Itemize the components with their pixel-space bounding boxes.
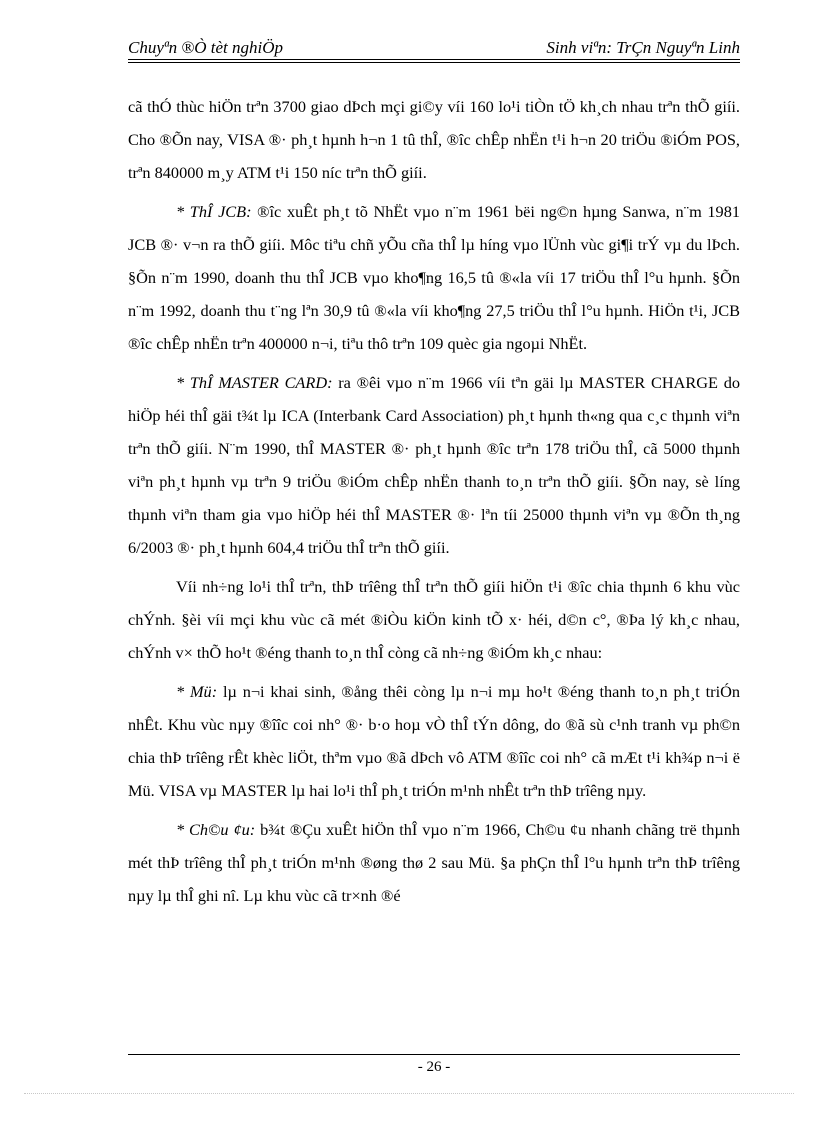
- paragraph-label: * Mü:: [176, 682, 218, 701]
- footer-rule: [128, 1054, 740, 1055]
- header-student-name: Sinh viªn: TrÇn Nguyªn Linh: [546, 38, 740, 57]
- paragraph-text: lµ n¬i khai sinh, ®ång thêi còng lµ n¬i mµ ho¹t ®éng thanh to¸n ph¸t triÓn nhÊt. Khu vùc nµy ®îîc coi nh° ®· b·o hoµ vÒ thÎ tÝn dông, do ®ã sù c¹nh tranh vµ ph©n chia thÞ trîêng rÊt khèc liÖt, thªm vµo ®ã dÞch vô ATM ®îîc coi nh° cã mÆt t¹i kh¾p n¬i ë Mü. VISA vµ MASTER lµ hai lo¹i thÎ ph¸t triÓn m¹nh nhÊt trªn thÞ trîêng nµy.: [128, 682, 740, 800]
- page-number: - 26 -: [417, 1059, 451, 1075]
- paragraph-text: ®îc xuÊt ph¸t tõ NhËt vµo n¨m 1961 bëi ng©n hµng Sanwa, n¨m 1981 JCB ®· v¬n ra thÕ giíi. Môc tiªu chñ yÕu cña thÎ lµ híng vµo lÜnh vùc gi¶i trÝ vµ du lÞch. §Õn n¨m 1990, doanh thu thÎ JCB vµo kho¶ng 16,5 tû ®«la víi 17 triÖu thÎ l°u hµnh. §Õn n¨m 1992, doanh thu t¨ng lªn 30,9 tû ®«la víi kho¶ng 27,5 triÖu thÎ l°u hµnh. HiÖn t¹i, JCB ®îc chÊp nhËn trªn 400000 n¬i, tiªu thô trªn 109 quèc gia ngoµi NhËt.: [128, 202, 740, 353]
- paragraph-label: * ThÎ MASTER CARD:: [176, 373, 333, 392]
- paragraph-text: Víi nh÷ng lo¹i thÎ trªn, thÞ trîêng thÎ trªn thÕ giíi hiÖn t¹i ®îc chia thµnh 6 khu vùc chÝnh. §èi víi mçi khu vùc cã mét ®iÒu kiÖn kinh tÕ x· héi, d©n c°, ®Þa lý kh¸c nhau, chÝnh v× thÕ ho¹t ®éng thanh to¸n thÎ còng cã nh÷ng ®iÓm kh¸c nhau:: [128, 577, 740, 662]
- paragraph-market-regions: [128, 570, 740, 669]
- body-text: [128, 90, 740, 912]
- paragraph-label: * ThÎ JCB:: [176, 202, 252, 221]
- paragraph-europe: [128, 813, 740, 912]
- paragraph-label: * Ch©u ¢u:: [176, 820, 256, 839]
- paragraph-jcb-card: [128, 195, 740, 360]
- header-rule-top: [128, 59, 740, 60]
- paragraph-visa-continuation: [128, 90, 740, 189]
- header-rule-bottom: [128, 62, 740, 63]
- paragraph-master-card: [128, 366, 740, 564]
- page-header: [128, 36, 740, 60]
- paragraph-text: ra ®êi vµo n¨m 1966 víi tªn gäi lµ MASTER CHARGE do hiÖp héi thÎ gäi t¾t lµ ICA (Interbank Card Association) ph¸t hµnh th«ng qua c¸c thµnh viªn trªn thÕ giíi. N¨m 1990, thÎ MASTER ®· ph¸t hµnh ®îc trªn 178 triÖu thÎ, cã 5000 thµnh viªn ph¸t hµnh vµ trªn 9 triÖu ®iÓm chÊp nhËn thanh to¸n trªn thÕ giíi. §Õn nay, sè líng thµnh viªn tham gia vµo hiÖp héi thÎ MASTER ®· lªn tíi 25000 thµnh viªn vµ ®Õn th¸ng 6/2003 ®· ph¸t hµnh 604,4 triÖu thÎ trªn thÕ giíi.: [128, 373, 740, 557]
- page-bottom-edge: [24, 1093, 794, 1094]
- paragraph-usa: [128, 675, 740, 807]
- paragraph-text: b¾t ®Çu xuÊt hiÖn thÎ vµo n¨m 1966, Ch©u ¢u nhanh chãng trë thµnh mét thÞ trîêng thÎ ph¸t triÓn m¹nh ®øng thø 2 sau Mü. §a phÇn thÎ l°u hµnh trªn thÞ trîêng nµy lµ thÎ ghi nî. Lµ khu vùc cã tr×nh ®é: [128, 820, 740, 905]
- header-thesis-title: Chuyªn ®Ò tèt nghiÖp: [128, 38, 284, 57]
- paragraph-text: cã thÓ thùc hiÖn trªn 3700 giao dÞch mçi gi©y víi 160 lo¹i tiÒn tÖ kh¸ch nhau trªn thÕ giíi. Cho ®Õn nay, VISA ®· ph¸t hµnh h¬n 1 tû thÎ, ®îc chÊp nhËn t¹i h¬n 20 triÖu ®iÓm POS, trªn 840000 m¸y ATM t¹i 150 níc trªn thÕ giíi.: [128, 97, 740, 182]
